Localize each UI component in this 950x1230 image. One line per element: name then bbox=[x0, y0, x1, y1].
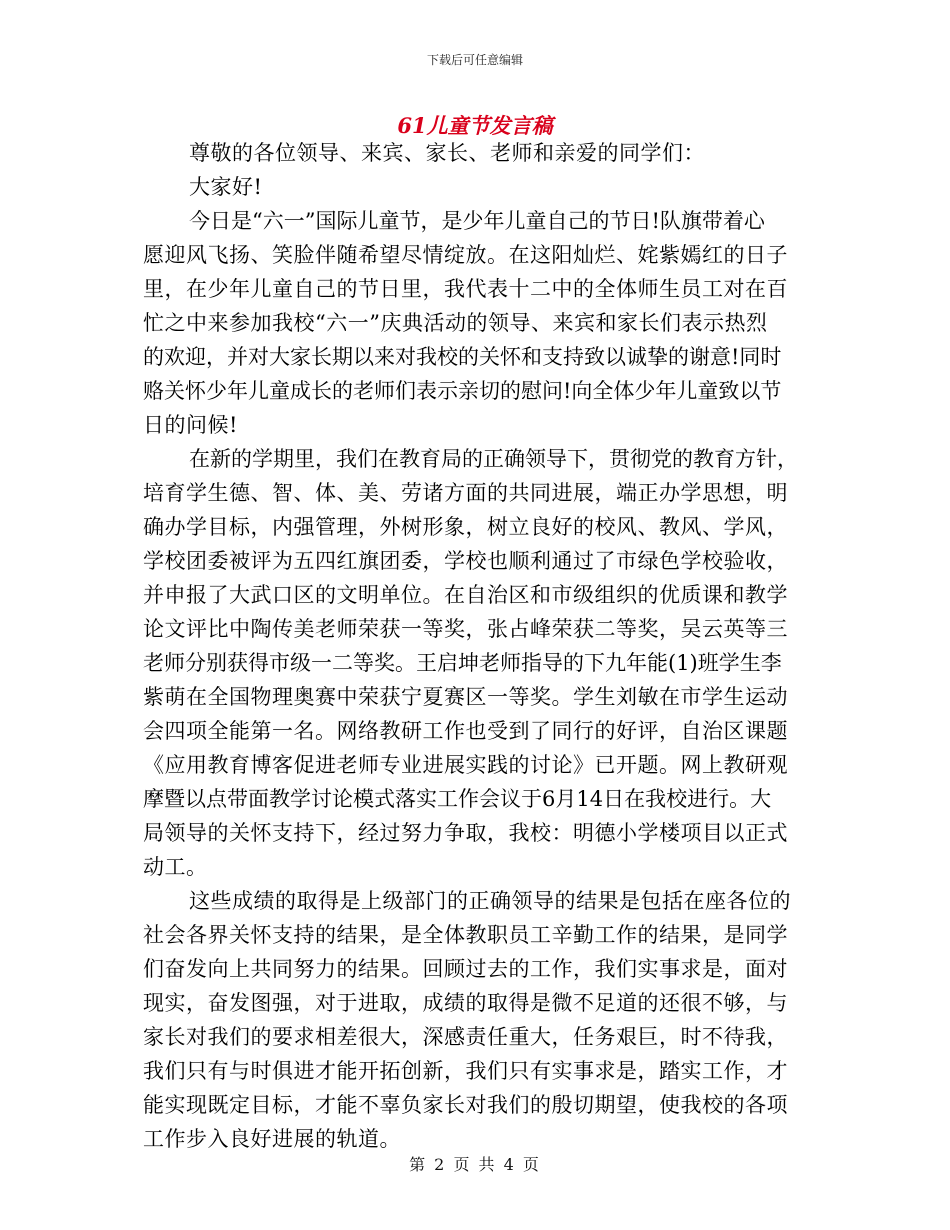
paragraph-line: 日的问候! bbox=[143, 413, 238, 437]
paragraph-line: 老师分别获得市级一二等奖。王启坤老师指导的下九年能(1)班学生李 bbox=[143, 651, 782, 675]
paragraph-line: 确办学目标，内强管理，外树形象，树立良好的校风、教风、学风， bbox=[143, 515, 788, 539]
paragraph-line: 培育学生德、智、体、美、劳诸方面的共同进展，端正办学思想，明 bbox=[143, 481, 788, 505]
paragraph-line: 在新的学期里，我们在教育局的正确领导下，贯彻党的教育方针， bbox=[189, 447, 798, 471]
paragraph-line: 赂关怀少年儿童成长的老师们表示亲切的慰问!向全体少年儿童致以节 bbox=[143, 379, 782, 403]
paragraph-line: 摩暨以点带面教学讨论模式落实工作会议于6月14日在我校进行。大 bbox=[143, 787, 772, 811]
paragraph-line: 家长对我们的要求相差很大，深感责任重大，任务艰巨，时不待我， bbox=[143, 1025, 788, 1049]
paragraph-line: 社会各界关怀支持的结果，是全体教职员工辛勤工作的结果，是同学 bbox=[143, 923, 788, 947]
document-title: 61儿童节发言稿 bbox=[397, 113, 553, 138]
paragraph-line: 们奋发向上共同努力的结果。回顾过去的工作，我们实事求是，面对 bbox=[143, 957, 788, 981]
greeting-line: 大家好! bbox=[189, 175, 263, 199]
paragraph-line: 这些成绩的取得是上级部门的正确领导的结果是包括在座各位的 bbox=[189, 889, 791, 913]
page-header: 下载后可任意编辑 bbox=[426, 53, 523, 67]
paragraph-line: 动工。 bbox=[143, 855, 208, 879]
salutation-line: 尊敬的各位领导、来宾、家长、老师和亲爱的同学们： bbox=[189, 141, 705, 165]
paragraph-line: 工作步入良好进展的轨道。 bbox=[143, 1127, 401, 1151]
paragraph-line: 今日是“六一”国际儿童节，是少年儿童自己的节日!队旗带着心 bbox=[189, 209, 765, 233]
paragraph-line: 局领导的关怀支持下，经过努力争取，我校：明德小学楼项目以正式 bbox=[143, 821, 788, 845]
paragraph-line: 并申报了大武口区的文明单位。在自治区和市级组织的优质课和教学 bbox=[143, 583, 788, 607]
paragraph-line: 愿迎风飞扬、笑脸伴随希望尽情绽放。在这阳灿烂、姹紫嫣红的日子 bbox=[143, 243, 788, 267]
paragraph-line: 学校团委被评为五四红旗团委，学校也顺利通过了市绿色学校验收， bbox=[143, 549, 788, 573]
paragraph-line: 里，在少年儿童自己的节日里，我代表十二中的全体师生员工对在百 bbox=[143, 277, 788, 301]
paragraph-line: 的欢迎，并对大家长期以来对我校的关怀和支持致以诚挚的谢意!同时 bbox=[143, 345, 782, 369]
paragraph-line: 紫萌在全国物理奥赛中荣获宁夏赛区一等奖。学生刘敏在市学生运动 bbox=[143, 685, 788, 709]
paragraph-line: 我们只有与时俱进才能开拓创新，我们只有实事求是，踏实工作，才 bbox=[143, 1059, 788, 1083]
paragraph-line: 能实现既定目标，才能不辜负家长对我们的殷切期望，使我校的各项 bbox=[143, 1093, 788, 1117]
paragraph-line: 论文评比中陶传美老师荣获一等奖，张占峰荣获二等奖，吴云英等三 bbox=[143, 617, 788, 641]
paragraph-line: 忙之中来参加我校“六一”庆典活动的领导、来宾和家长们表示热烈 bbox=[143, 311, 768, 335]
paragraph-line: 《应用教育博客促进老师专业进展实践的讨论》已开题。网上教研观 bbox=[143, 753, 788, 777]
paragraph-line: 现实，奋发图强，对于进取，成绩的取得是微不足道的还很不够，与 bbox=[143, 991, 788, 1015]
document-body bbox=[143, 136, 811, 1156]
page-footer: 第 2 页 共 4 页 bbox=[409, 1155, 541, 1174]
paragraph-line: 会四项全能第一名。网络教研工作也受到了同行的好评，自治区课题 bbox=[143, 719, 788, 743]
